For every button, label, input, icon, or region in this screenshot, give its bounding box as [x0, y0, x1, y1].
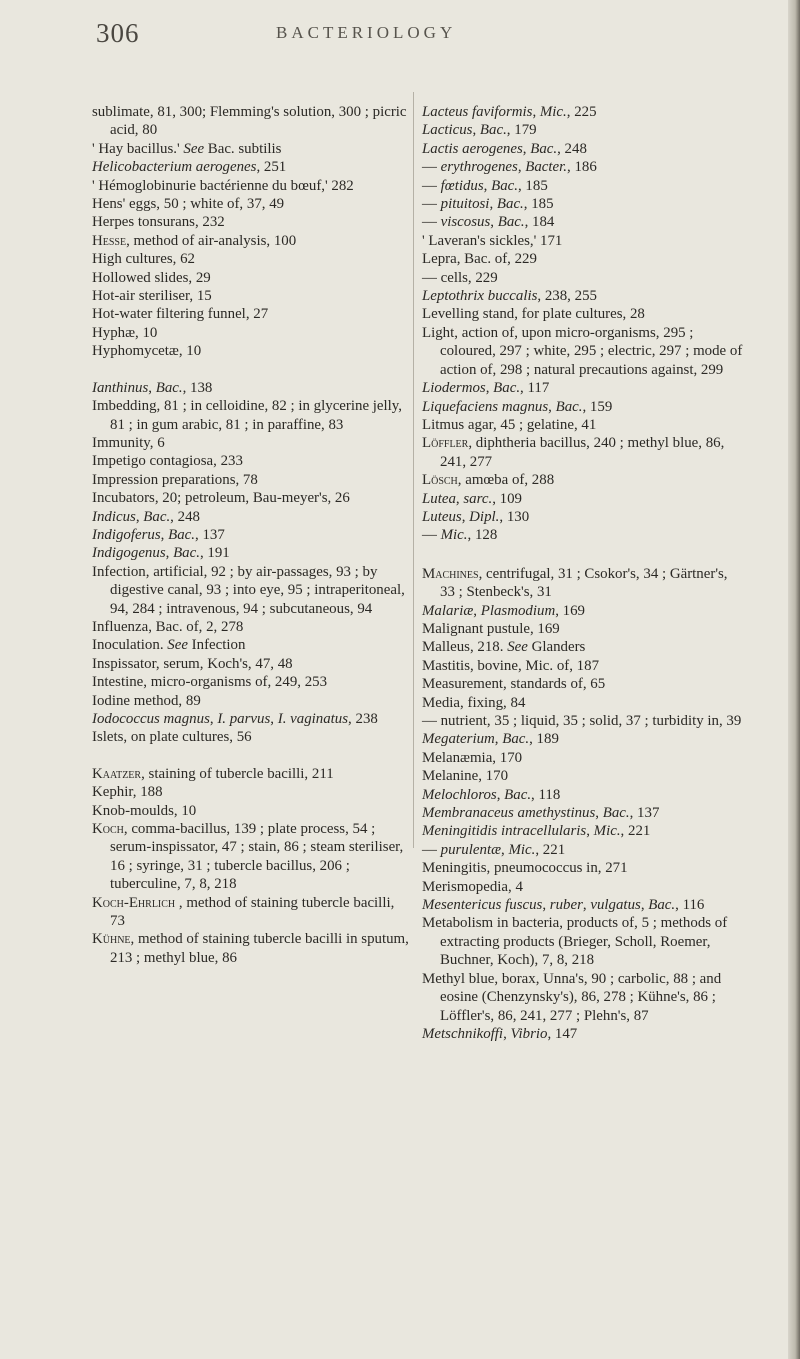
index-entry: Inspissator, serum, Koch's, 47, 48: [92, 655, 293, 672]
index-entry: Malignant pustule, 169: [422, 620, 560, 637]
index-entry: Merismopedia, 4: [422, 878, 523, 895]
entry-gap: [92, 747, 410, 765]
index-entry: Machines, centrifugal, 31 ; Csokor's, 34 ; Gärtner's, 33 ; Stenbeck's, 31: [422, 565, 728, 601]
index-entry: Liquefaciens magnus, Bac., 159: [422, 398, 613, 415]
index-entry: Kaatzer, staining of tubercle bacilli, 211: [92, 765, 334, 782]
index-entry: Hot-air steriliser, 15: [92, 288, 212, 305]
index-entry: Indigoferus, Bac., 137: [92, 526, 225, 543]
index-entry: Infection, artificial, 92 ; by air-passages, 93 ; by digestive canal, 93 ; into eye, 95 ; intraperitoneal, 94, 284 ; intravenous, 94 ; subcutaneous, 94: [92, 563, 405, 617]
index-entry: Mesentericus fuscus, ruber, vulgatus, Bac., 116: [422, 897, 705, 914]
index-entry: sublimate, 81, 300; Flemming's solution, 300 ; picric acid, 80: [92, 104, 407, 139]
index-entry: Meningitidis intracellularis, Mic., 221: [422, 823, 651, 840]
index-entry: Levelling stand, for plate cultures, 28: [422, 306, 645, 323]
index-entry: Impression preparations, 78: [92, 471, 258, 488]
index-entry: — cells, 229: [422, 269, 498, 286]
index-entry: Kühne, method of staining tubercle bacilli in sputum, 213 ; methyl blue, 86: [92, 931, 409, 966]
index-entry: — viscosus, Bac., 184: [422, 214, 555, 231]
running-head: BACTERIOLOGY: [276, 23, 457, 42]
entry-gap: [422, 545, 744, 565]
index-entry: Malariæ, Plasmodium, 169: [422, 602, 585, 619]
index-entry: Intestine, micro-organisms of, 249, 253: [92, 674, 328, 691]
index-entry: Mastitis, bovine, Mic. of, 187: [422, 657, 600, 674]
index-entry: Lutea, sarc., 109: [422, 490, 522, 507]
index-entry: — Mic., 128: [422, 527, 498, 544]
index-entry: Hyphomycetæ, 10: [92, 343, 202, 360]
index-entry: Hyphæ, 10: [92, 324, 158, 341]
index-entry: Inoculation. See Infection: [92, 637, 246, 654]
index-entry: Iodococcus magnus, I. parvus, I. vaginatus, 238: [92, 711, 378, 727]
index-entry: ' Hay bacillus.' See Bac. subtilis: [92, 140, 282, 157]
index-entry: Lepra, Bac. of, 229: [422, 251, 537, 268]
index-entry: High cultures, 62: [92, 251, 195, 268]
index-entry: Islets, on plate cultures, 56: [92, 729, 252, 746]
index-entry: Kephir, 188: [92, 784, 163, 801]
index-entry: Hens' eggs, 50 ; white of, 37, 49: [92, 196, 285, 213]
index-entry: Luteus, Dipl., 130: [422, 508, 530, 525]
index-entry: Litmus agar, 45 ; gelatine, 41: [422, 416, 597, 433]
index-entry: Hesse, method of air-analysis, 100: [92, 232, 297, 249]
entry-gap: [92, 361, 410, 379]
index-entry: Measurement, standards of, 65: [422, 676, 606, 693]
index-entry: Herpes tonsurans, 232: [92, 214, 225, 231]
index-entry: — erythrogenes, Bacter., 186: [422, 159, 597, 176]
index-entry: Koch-Ehrlich , method of staining tubercle bacilli, 73: [92, 894, 395, 930]
index-entry: Malleus, 218. See Glanders: [422, 639, 586, 656]
index-entry: Knob-moulds, 10: [92, 802, 197, 819]
index-column-right: [422, 103, 744, 1043]
index-entry: Meningitis, pneumococcus in, 271: [422, 860, 628, 877]
index-entry: Membranaceus amethystinus, Bac., 137: [422, 805, 660, 822]
index-entry: Melochloros, Bac., 118: [422, 786, 561, 803]
index-entry: Methyl blue, borax, Unna's, 90 ; carbolic, 88 ; and eosine (Chenzynsky's), 86, 278 ; Kühne's, 86 ; Löffler's, 86, 241, 277 ; Plehn's, 87: [422, 970, 722, 1024]
index-entry: — pituitosi, Bac., 185: [422, 196, 554, 213]
index-entry: Lacticus, Bac., 179: [422, 122, 537, 139]
page-number: 306: [96, 18, 140, 48]
page-edge: [788, 0, 800, 1359]
index-entry: Melanæmia, 170: [422, 749, 523, 766]
index-entry: ' Laveran's sickles,' 171: [422, 232, 563, 249]
index-entry: Helicobacterium aerogenes, 251: [92, 159, 287, 176]
index-entry: Melanine, 170: [422, 768, 509, 785]
index-entry: Megaterium, Bac., 189: [422, 731, 559, 748]
index-entry: Incubators, 20; petroleum, Bau-meyer's, 26: [92, 490, 350, 507]
index-entry: — fœtidus, Bac., 185: [422, 177, 548, 194]
index-entry: Indicus, Bac., 248: [92, 508, 200, 525]
index-entry: Lacteus faviformis, Mic., 225: [422, 104, 597, 120]
index-entry: Impetigo contagiosa, 233: [92, 453, 243, 470]
index-entry: Light, action of, upon micro-organisms, 295 ; coloured, 297 ; white, 295 ; electric, 297 ; mode of action of, 298 ; natural precautions against, 299: [422, 324, 743, 378]
index-entry: Koch, comma-bacillus, 139 ; plate process, 54 ; serum-inspissator, 47 ; stain, 86 ; steam steriliser, 16 ; syringe, 31 ; tubercle bacillus, 206 ; tuberculine, 7, 8, 218: [92, 821, 404, 893]
column-divider: [413, 92, 414, 848]
index-entry: Hot-water filtering funnel, 27: [92, 306, 269, 323]
index-entry: Lösch, amœba of, 288: [422, 472, 555, 489]
index-entry: — nutrient, 35 ; liquid, 35 ; solid, 37 ; turbidity in, 39: [422, 713, 742, 729]
index-entry: Ianthinus, Bac., 138: [92, 379, 213, 396]
index-entry: Metabolism in bacteria, products of, 5 ; methods of extracting products (Brieger, Scholl, Roemer, Buchner, Koch), 7, 8, 218: [422, 915, 728, 969]
index-entry: Lactis aerogenes, Bac., 248: [422, 140, 587, 157]
index-entry: Metschnikoffi, Vibrio, 147: [422, 1025, 578, 1042]
index-entry: Hollowed slides, 29: [92, 269, 211, 286]
index-entry: Liodermos, Bac., 117: [422, 380, 550, 397]
index-entry: — purulentæ, Mic., 221: [422, 841, 566, 858]
index-entry: Immunity, 6: [92, 434, 165, 451]
index-entry: ' Hémoglobinurie bactérienne du bœuf,' 282: [92, 177, 354, 194]
index-entry: Influenza, Bac. of, 2, 278: [92, 618, 244, 635]
index-column-left: [92, 103, 410, 967]
index-entry: Leptothrix buccalis, 238, 255: [422, 288, 597, 305]
page-header: [96, 18, 736, 58]
index-entry: Indigogenus, Bac., 191: [92, 545, 230, 562]
index-entry: Imbedding, 81 ; in celloidine, 82 ; in glycerine jelly, 81 ; in gum arabic, 81 ; in paraffine, 83: [92, 398, 403, 433]
index-entry: Media, fixing, 84: [422, 694, 526, 711]
index-entry: Löffler, diphtheria bacillus, 240 ; methyl blue, 86, 241, 277: [422, 435, 725, 470]
index-entry: Iodine method, 89: [92, 692, 201, 709]
